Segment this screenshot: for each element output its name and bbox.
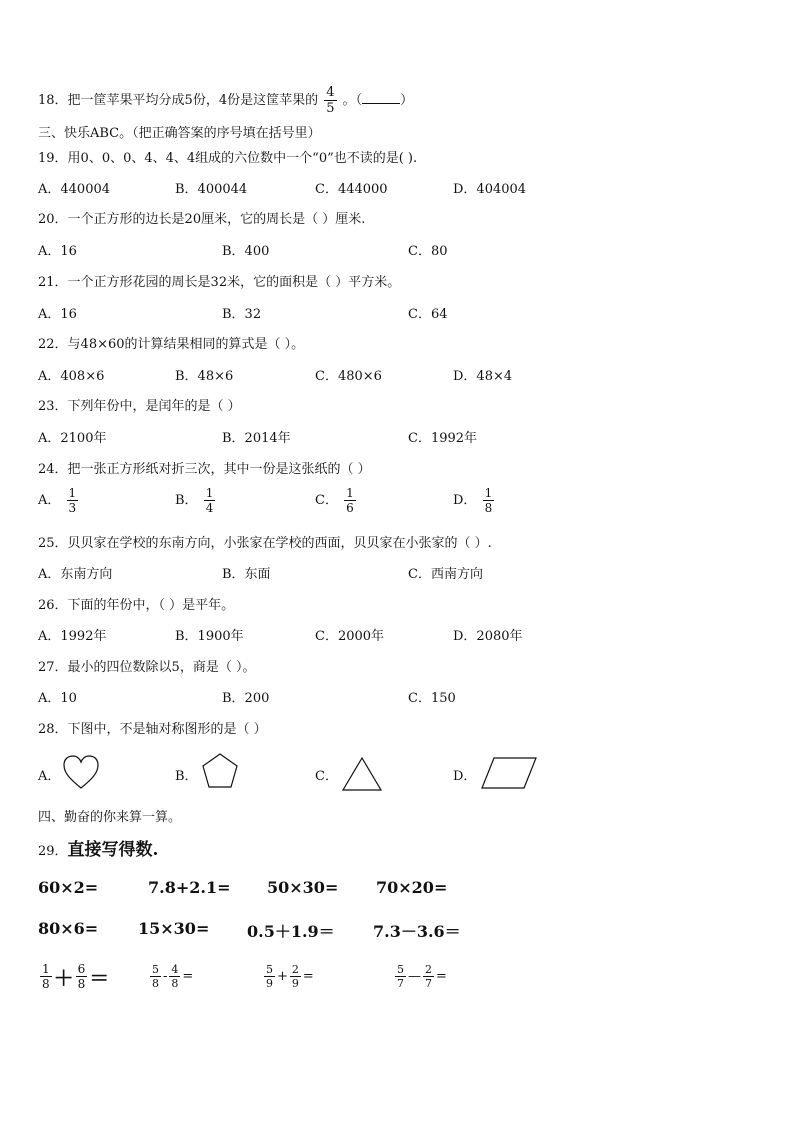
calc-3-4-n2: 2 — [425, 963, 432, 976]
calc-3-2-eq: = — [182, 969, 194, 984]
calc-3-1-eq: ＝ — [89, 966, 110, 990]
q24-b-fraction — [204, 487, 216, 514]
calc-3-3-d2: 9 — [291, 977, 299, 990]
calc-3-4-op: — — [408, 969, 421, 984]
triangle-icon — [341, 756, 383, 792]
calc-3-3-d1: 9 — [266, 977, 273, 990]
q22-option-d[interactable]: D．48×4 — [453, 369, 513, 384]
q24-option-c[interactable] — [315, 487, 358, 514]
q21-option-b[interactable]: B．32 — [222, 307, 262, 322]
calc-3-1-frac-b — [76, 963, 88, 990]
q24-a-label: A． — [38, 493, 61, 508]
calc-3-2-op: - — [163, 969, 168, 984]
calc-3-3-n2: 2 — [291, 963, 299, 976]
calc-3-1 — [38, 962, 109, 991]
q28-option-c[interactable]: C． — [315, 769, 338, 784]
q18-fraction — [324, 86, 336, 115]
question-20-stem: 20．一个正方形的边长是20厘米，它的周长是（ ）厘米. — [38, 212, 366, 227]
q24-option-b[interactable] — [175, 487, 217, 514]
q22-option-b[interactable]: B．48×6 — [175, 369, 234, 384]
q24-option-a[interactable] — [38, 487, 80, 514]
q28-option-a[interactable]: A． — [38, 769, 61, 784]
q22-option-c[interactable]: C．480×6 — [315, 369, 382, 384]
calc-3-2-n1: 5 — [152, 963, 159, 976]
calc-3-2 — [148, 964, 193, 989]
calc-1-1: 60×2= — [38, 878, 99, 897]
q24-c-num: 1 — [346, 486, 354, 500]
q24-b-den: 4 — [205, 501, 214, 515]
q24-b-label: B． — [175, 493, 198, 508]
q20-option-c[interactable]: C．80 — [408, 244, 448, 259]
question-27-stem: 27．最小的四位数除以5，商是（ ）。 — [38, 660, 256, 675]
question-28-stem: 28．下图中，不是轴对称图形的是（ ） — [38, 722, 267, 737]
calc-3-4-frac-a — [395, 964, 406, 989]
calc-1-3: 50×30= — [267, 878, 339, 897]
q18-paren-open: 。（ — [342, 93, 363, 108]
calc-3-4-d2: 7 — [425, 977, 432, 990]
q24-d-den: 8 — [484, 501, 493, 515]
calc-3-1-op: ＋ — [53, 966, 74, 990]
calc-3-2-n2: 4 — [171, 963, 179, 976]
calc-3-3-eq: = — [302, 969, 314, 984]
q23-option-a[interactable]: A．2100年 — [38, 431, 107, 446]
q18-paren-close: ） — [400, 93, 414, 108]
calc-3-1-n1: 1 — [42, 962, 50, 976]
q18-blank[interactable] — [362, 93, 400, 104]
calc-3-4-eq: = — [436, 969, 447, 984]
q24-c-fraction — [344, 487, 356, 514]
q24-b-num: 1 — [205, 486, 214, 500]
q28-option-d[interactable]: D． — [453, 769, 477, 784]
q21-option-c[interactable]: C．64 — [408, 307, 448, 322]
q18-text: 18．把一筐苹果平均分成5份，4份是这筐苹果的 — [38, 93, 319, 108]
q18-frac-num: 4 — [326, 85, 335, 100]
calc-3-3 — [262, 964, 314, 989]
calc-3-4-n1: 5 — [397, 963, 404, 976]
calc-3-4 — [393, 964, 447, 989]
calc-3-1-d2: 8 — [77, 977, 86, 991]
q19-option-d[interactable]: D．404004 — [453, 182, 527, 197]
calc-3-2-frac-a — [150, 964, 161, 989]
q22-option-a[interactable]: A．408×6 — [38, 369, 105, 384]
q26-option-a[interactable]: A．1992年 — [38, 629, 107, 644]
q27-option-b[interactable]: B．200 — [222, 691, 270, 706]
section-3-heading: 三、快乐ABC。（把正确答案的序号填在括号里） — [38, 126, 321, 141]
calc-2-4: 7.3－3.6＝ — [373, 922, 461, 941]
q23-option-b[interactable]: B．2014年 — [222, 431, 291, 446]
q18-frac-den: 5 — [326, 101, 335, 116]
calc-3-3-frac-b — [290, 964, 301, 989]
q28-option-b[interactable]: B． — [175, 769, 198, 784]
q24-d-fraction — [483, 487, 495, 514]
q19-option-c[interactable]: C．444000 — [315, 182, 388, 197]
heart-icon — [62, 754, 100, 790]
q19-option-a[interactable]: A．440004 — [38, 182, 111, 197]
q24-a-fraction — [67, 487, 79, 514]
q27-option-a[interactable]: A．10 — [38, 691, 77, 706]
calc-3-3-frac-a — [264, 964, 275, 989]
q25-option-c[interactable]: C．西南方向 — [408, 567, 483, 582]
calc-3-4-frac-b — [423, 964, 434, 989]
question-26-stem: 26．下面的年份中，（ ）是平年。 — [38, 598, 235, 613]
q24-a-num: 1 — [68, 486, 77, 500]
q25-option-a[interactable]: A．东南方向 — [38, 567, 113, 582]
q29-number: 29． — [38, 844, 68, 859]
calc-3-3-n1: 5 — [266, 963, 273, 976]
question-29-title — [38, 835, 158, 860]
calc-3-1-n2: 6 — [77, 962, 86, 976]
question-25-stem: 25．贝贝家在学校的东南方向，小张家在学校的西面，贝贝家在小张家的（ ）. — [38, 536, 492, 551]
q24-option-d[interactable] — [453, 487, 496, 514]
q20-option-b[interactable]: B．400 — [222, 244, 270, 259]
calc-1-4: 70×20= — [376, 878, 448, 897]
q24-d-num: 1 — [484, 486, 493, 500]
calc-3-4-d1: 7 — [397, 977, 404, 990]
question-19-stem: 19．用0、0、0、4、4、4组成的六位数中一个“0”也不读的是( ). — [38, 151, 418, 166]
question-23-stem: 23．下列年份中，是闰年的是（ ） — [38, 399, 241, 414]
q24-d-label: D． — [453, 493, 477, 508]
calc-3-2-d2: 8 — [171, 977, 179, 990]
calc-3-2-frac-b — [169, 964, 180, 989]
calc-2-1: 80×6= — [38, 919, 99, 938]
q26-option-b[interactable]: B．1900年 — [175, 629, 244, 644]
question-18 — [38, 86, 413, 115]
calc-2-3: 0.5＋1.9＝ — [247, 922, 335, 941]
calc-3-1-d1: 8 — [42, 977, 50, 991]
q20-option-a[interactable]: A．16 — [38, 244, 77, 259]
q24-a-den: 3 — [68, 501, 77, 515]
calc-2-2: 15×30= — [138, 919, 210, 938]
q19-option-b[interactable]: B．400044 — [175, 182, 248, 197]
q27-option-c[interactable]: C．150 — [408, 691, 456, 706]
calc-3-1-frac-a — [40, 963, 52, 990]
question-21-stem: 21．一个正方形花园的周长是32米，它的面积是（ ）平方米。 — [38, 275, 401, 290]
parallelogram-icon — [480, 756, 538, 790]
q23-option-c[interactable]: C．1992年 — [408, 431, 478, 446]
q29-title-text: 直接写得数. — [67, 840, 159, 860]
q24-c-den: 6 — [346, 501, 354, 515]
question-24-stem: 24．把一张正方形纸对折三次，其中一份是这张纸的（ ） — [38, 462, 371, 477]
q21-option-a[interactable]: A．16 — [38, 307, 77, 322]
q26-option-d[interactable]: D．2080年 — [453, 629, 523, 644]
section-4-heading: 四、勤奋的你来算一算。 — [38, 810, 182, 825]
q24-c-label: C． — [315, 493, 338, 508]
pentagon-icon — [200, 752, 240, 790]
q26-option-c[interactable]: C．2000年 — [315, 629, 385, 644]
q25-option-b[interactable]: B．东面 — [222, 567, 271, 582]
calc-3-2-d1: 8 — [152, 977, 159, 990]
question-22-stem: 22．与48×60的计算结果相同的算式是（ ）。 — [38, 337, 305, 352]
calc-1-2: 7.8+2.1= — [148, 878, 231, 897]
calc-3-3-op: + — [277, 969, 288, 984]
